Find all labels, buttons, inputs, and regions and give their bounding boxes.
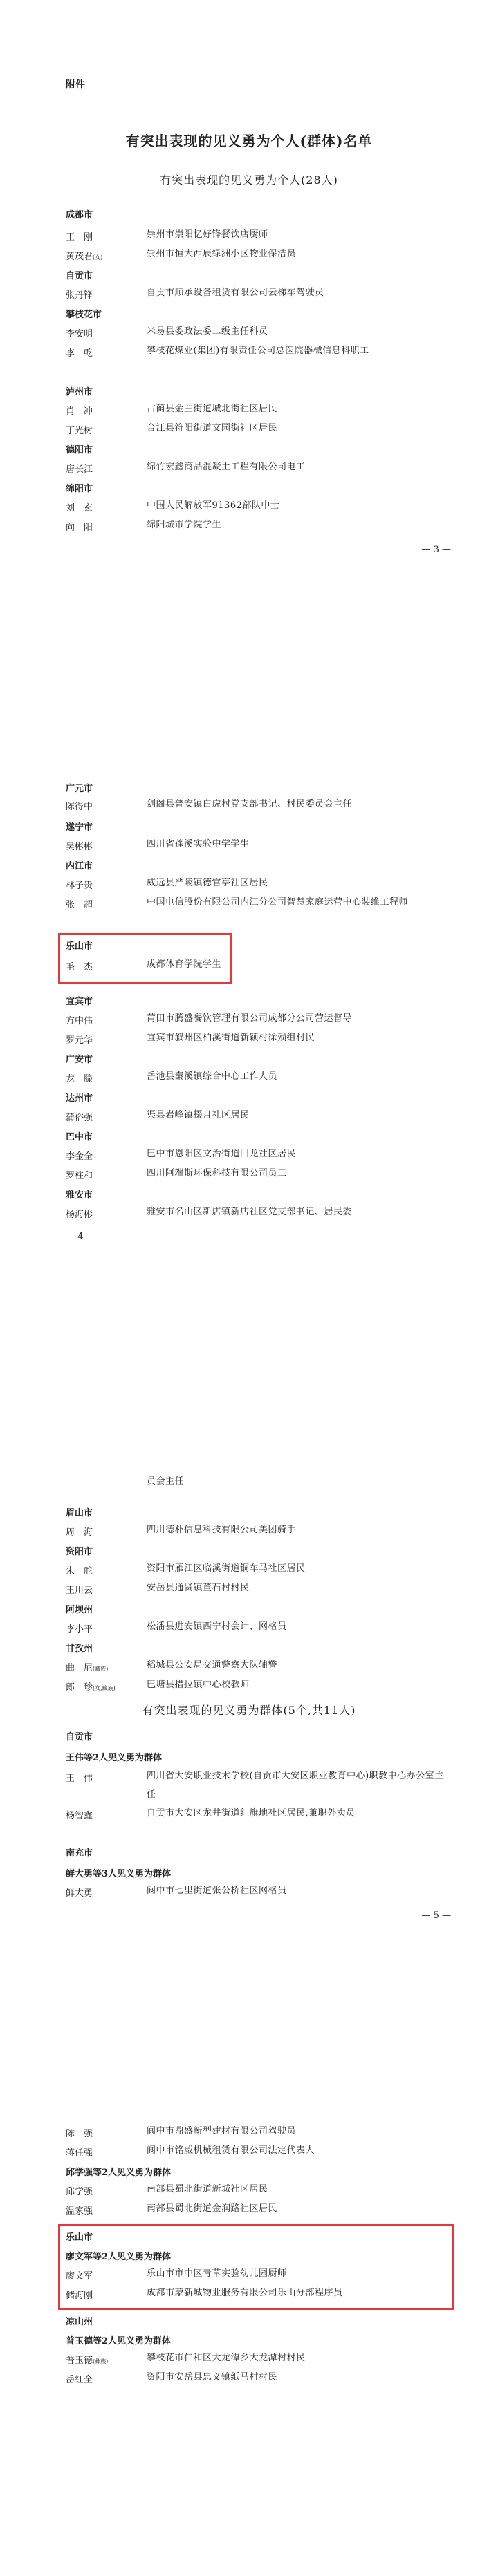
person-description: 安岳县通贤镇董石村村民 — [147, 1583, 250, 1593]
page-number: — 5 — — [421, 1910, 451, 1921]
city-heading: 自贡市 — [66, 1732, 93, 1742]
person-name: 王川云 — [66, 1586, 93, 1596]
person-name: 李小平 — [66, 1624, 93, 1635]
person-name: 毛 杰 — [66, 962, 93, 972]
person-name: 唐长江 — [66, 464, 93, 475]
person-description: 莆田市腾盛餐饮管理有限公司成都分公司营运督导 — [147, 1013, 353, 1024]
person-name: 龙 滕 — [66, 1074, 93, 1084]
individuals-heading: 有突出表现的见义勇为个人(28人) — [160, 173, 338, 187]
member-name: 陈 强 — [66, 2129, 93, 2139]
city-heading: 广元市 — [66, 784, 93, 794]
person-description: 雅安市名山区新店镇新店社区党支部书记、居民委 — [147, 1207, 353, 1217]
member-name: 普玉德(彝族) — [66, 2356, 109, 2366]
member-name: 蒋任强 — [66, 2148, 93, 2159]
city-heading: 乐山市 — [66, 2232, 93, 2243]
person-name: 杨海彬 — [66, 1210, 93, 1220]
member-name: 岳红全 — [66, 2375, 93, 2385]
person-description: 中国人民解放军91362部队中士 — [147, 500, 280, 511]
person-name: 陈得中 — [66, 802, 93, 812]
city-heading: 遂宁市 — [66, 822, 93, 833]
city-heading: 雅安市 — [66, 1190, 93, 1201]
person-description: 剑阁县普安镇白虎村党支部书记、村民委员会主任 — [147, 799, 353, 809]
person-name: 肖 冲 — [66, 406, 93, 417]
person-description: 稻城县公安局交通警察大队辅警 — [147, 1660, 278, 1671]
person-description: 古蔺县金兰街道城北街社区居民 — [147, 404, 278, 414]
person-name: 朱 舵 — [66, 1566, 93, 1577]
city-heading: 凉山州 — [66, 2317, 93, 2327]
city-heading: 眉山市 — [66, 1508, 93, 1519]
person-description: 四川省蓬溪实验中学学生 — [147, 839, 250, 849]
person-description: 中国电信股份有限公司内江分公司智慧家庭运营中心装维工程师 — [147, 897, 409, 908]
document-page-5 — [0, 1424, 498, 1949]
city-heading: 成都市 — [66, 210, 93, 220]
group-title: 王伟等2人见义勇为群体 — [66, 1753, 163, 1763]
city-heading: 攀枝花市 — [66, 310, 102, 320]
person-description: 成都体育学院学生 — [147, 959, 222, 970]
city-heading: 甘孜州 — [66, 1644, 93, 1654]
person-description: 绵阳城市学院学生 — [147, 520, 222, 530]
person-description: 松潘县进安镇西宁村会计、网格员 — [147, 1621, 287, 1632]
person-description: 合江县符阳街道文园街社区居民 — [147, 423, 278, 433]
document-page-3 — [0, 0, 498, 567]
person-description: 崇州市崇阳忆好锋餐饮店厨师 — [147, 229, 268, 240]
city-heading: 阿坝州 — [66, 1605, 93, 1615]
member-description: 四川省大安职业技术学校(自贡市大安区职业教育中心)职教中心办公室主任 — [147, 1771, 444, 1800]
city-heading: 南充市 — [66, 1848, 93, 1859]
person-description: 攀枝花煤业(集团)有限责任公司总医院器械信息科职工 — [147, 346, 369, 356]
groups-heading: 有突出表现的见义勇为群体(5个,共11人) — [142, 1704, 356, 1717]
person-description: 巴中市恩阳区文治街道回龙社区居民 — [147, 1149, 297, 1159]
person-name: 林子贵 — [66, 881, 93, 891]
person-name: 黄茂君(女) — [66, 252, 103, 262]
person-description: 岳池县秦溪镇综合中心工作人员 — [147, 1071, 278, 1082]
person-name: 方中伟 — [66, 1016, 93, 1026]
city-heading: 泸州市 — [66, 387, 93, 397]
member-description: 阆中市七里街道张公桥社区网格员 — [147, 1886, 287, 1896]
person-description: 自贡市顺承设备租赁有限公司云梯车驾驶员 — [147, 288, 324, 298]
group-title: 鲜大勇等3人见义勇为群体 — [66, 1869, 172, 1879]
person-name: 蒲俗强 — [66, 1113, 93, 1123]
member-description: 乐山市市中区青草实验幼儿园厨师 — [147, 2268, 287, 2279]
person-description: 崇州市恒大西辰绿洲小区物业保洁员 — [147, 249, 297, 259]
city-heading: 达州市 — [66, 1093, 93, 1104]
document-page-4 — [0, 753, 498, 1351]
member-name: 鲜大勇 — [66, 1888, 93, 1899]
member-name: 储海刚 — [66, 2291, 93, 2301]
city-heading: 内江市 — [66, 861, 93, 872]
member-description: 自贡市大安区龙井街道红旗地社区居民,兼职外卖员 — [147, 1808, 356, 1818]
person-description: 宜宾市叙州区柏溪街道新颖村徐殒组村民 — [147, 1033, 315, 1043]
city-heading: 资阳市 — [66, 1547, 93, 1557]
person-description: 威远县严陵镇德官亭社区居民 — [147, 878, 268, 888]
person-description: 资阳市雁江区临溪街道铜车马社区居民 — [147, 1563, 306, 1574]
person-name: 王 刚 — [66, 232, 93, 243]
person-name: 罗柱和 — [66, 1171, 93, 1181]
person-name: 刘 玄 — [66, 503, 93, 514]
person-name: 张 超 — [66, 900, 93, 910]
person-name: 向 阳 — [66, 523, 93, 533]
member-description: 攀枝花市仁和区大龙潭乡大龙潭村村民 — [147, 2353, 306, 2363]
person-name: 曲 尼(藏族) — [66, 1663, 109, 1673]
city-heading: 乐山市 — [66, 941, 93, 952]
person-description: 渠县岩峰镇掇月社区居民 — [147, 1110, 250, 1120]
member-name: 王 伟 — [66, 1774, 93, 1784]
city-heading: 德阳市 — [66, 445, 93, 455]
continued-description: 员会主任 — [147, 1476, 185, 1487]
person-name: 罗元华 — [66, 1035, 93, 1046]
person-name: 李金全 — [66, 1151, 93, 1162]
page-number: — 3 — — [421, 545, 451, 555]
group-title: 普玉德等2人见义勇为群体 — [66, 2336, 172, 2347]
member-description: 资阳市安岳县忠义镇纸马村村民 — [147, 2372, 278, 2382]
city-heading: 自贡市 — [66, 271, 93, 281]
annex-label: 附件 — [66, 79, 85, 91]
person-name: 吴彬彬 — [66, 842, 93, 852]
city-heading: 广安市 — [66, 1055, 93, 1065]
member-description: 阆中市铭威机械租赁有限公司法定代表人 — [147, 2145, 315, 2156]
page-number: — 4 — — [66, 1232, 95, 1242]
city-heading: 绵阳市 — [66, 484, 93, 494]
person-name: 丁光树 — [66, 426, 93, 436]
person-name: 张丹锋 — [66, 290, 93, 301]
person-name: 李 乾 — [66, 348, 93, 359]
document-page-6 — [0, 2115, 498, 2576]
member-name: 廖文军 — [66, 2271, 93, 2282]
member-name: 邱学强 — [66, 2187, 93, 2197]
person-name: 李安明 — [66, 329, 93, 339]
group-title: 廖文军等2人见义勇为群体 — [66, 2252, 172, 2262]
person-description: 四川德朴信息科技有限公司美团骑手 — [147, 1525, 297, 1535]
person-name: 周 海 — [66, 1527, 93, 1538]
member-name: 温家强 — [66, 2206, 93, 2217]
person-description: 巴塘县措拉镇中心校教师 — [147, 1680, 250, 1690]
member-description: 南部县蜀北街道新城社区居民 — [147, 2184, 268, 2194]
person-description: 四川阿端斯环保科技有限公司员工 — [147, 1168, 287, 1178]
group-title: 邱学强等2人见义勇为群体 — [66, 2168, 172, 2178]
city-heading: 宜宾市 — [66, 997, 93, 1007]
member-description: 阆中市鼎盛新型建材有限公司驾驶员 — [147, 2126, 297, 2136]
city-heading: 巴中市 — [66, 1132, 93, 1143]
person-description: 绵竹宏鑫商品混凝土工程有限公司电工 — [147, 462, 306, 472]
member-description: 南部县蜀北街道金润路社区居民 — [147, 2203, 278, 2214]
member-name: 杨智鑫 — [66, 1811, 93, 1821]
person-description: 米易县委政法委二级主任科员 — [147, 326, 268, 337]
person-name: 郎 珍(女,藏族) — [66, 1682, 116, 1693]
member-description: 成都市蒙新城物业服务有限公司乐山分部程序员 — [147, 2288, 343, 2298]
document-title: 有突出表现的见义勇为个人(群体)名单 — [125, 133, 373, 149]
